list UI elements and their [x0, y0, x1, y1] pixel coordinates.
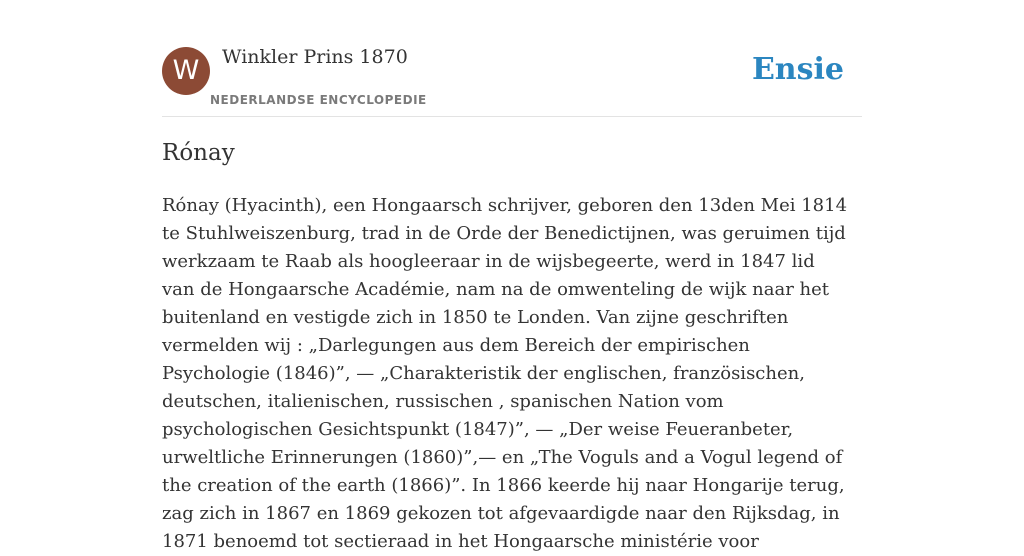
- brand-logo[interactable]: Ensie: [751, 52, 844, 87]
- site-header: [162, 46, 862, 117]
- avatar[interactable]: W: [162, 47, 210, 95]
- article-title: Rónay: [162, 140, 235, 166]
- site-subtitle: NEDERLANDSE ENCYCLOPEDIE: [210, 93, 427, 107]
- site-title[interactable]: Winkler Prins 1870: [222, 46, 408, 68]
- article-body: Rónay (Hyacinth), een Hongaarsch schrijver, geboren den 13den Mei 1814 te Stuhlweiszenburg, trad in de Orde der Benedictijnen, was geruimen tijd werkzaam te Raab als hoogleeraar in de wijsbegeerte, werd in 1847 lid van de Hongaarsche Académie, nam na de omwenteling de wijk naar het buitenland en vestigde zich in 1850 te Londen. Van zijne geschriften vermelden wij : „Darlegungen aus dem Bereich der empirischen Psychologie (1846)”, — „Charakteristik der englischen, französischen, deutschen, italienischen, russischen , spanischen Nation vom psychologischen Gesichtspunkt (1847)”, — „Der weise Feueranbeter, urweltliche Erinnerungen (1860)”,— en „The Voguls and a Vogul legend of the creation of the earth (1866)”. In 1866 keerde hij naar Hongarije terug, zag zich in 1867 en 1869 gekozen tot afgevaardigde naar den Rijksdag, in 1871 benoemd tot sectieraad in het Hongaarsche ministérie voor: [162, 195, 848, 552]
